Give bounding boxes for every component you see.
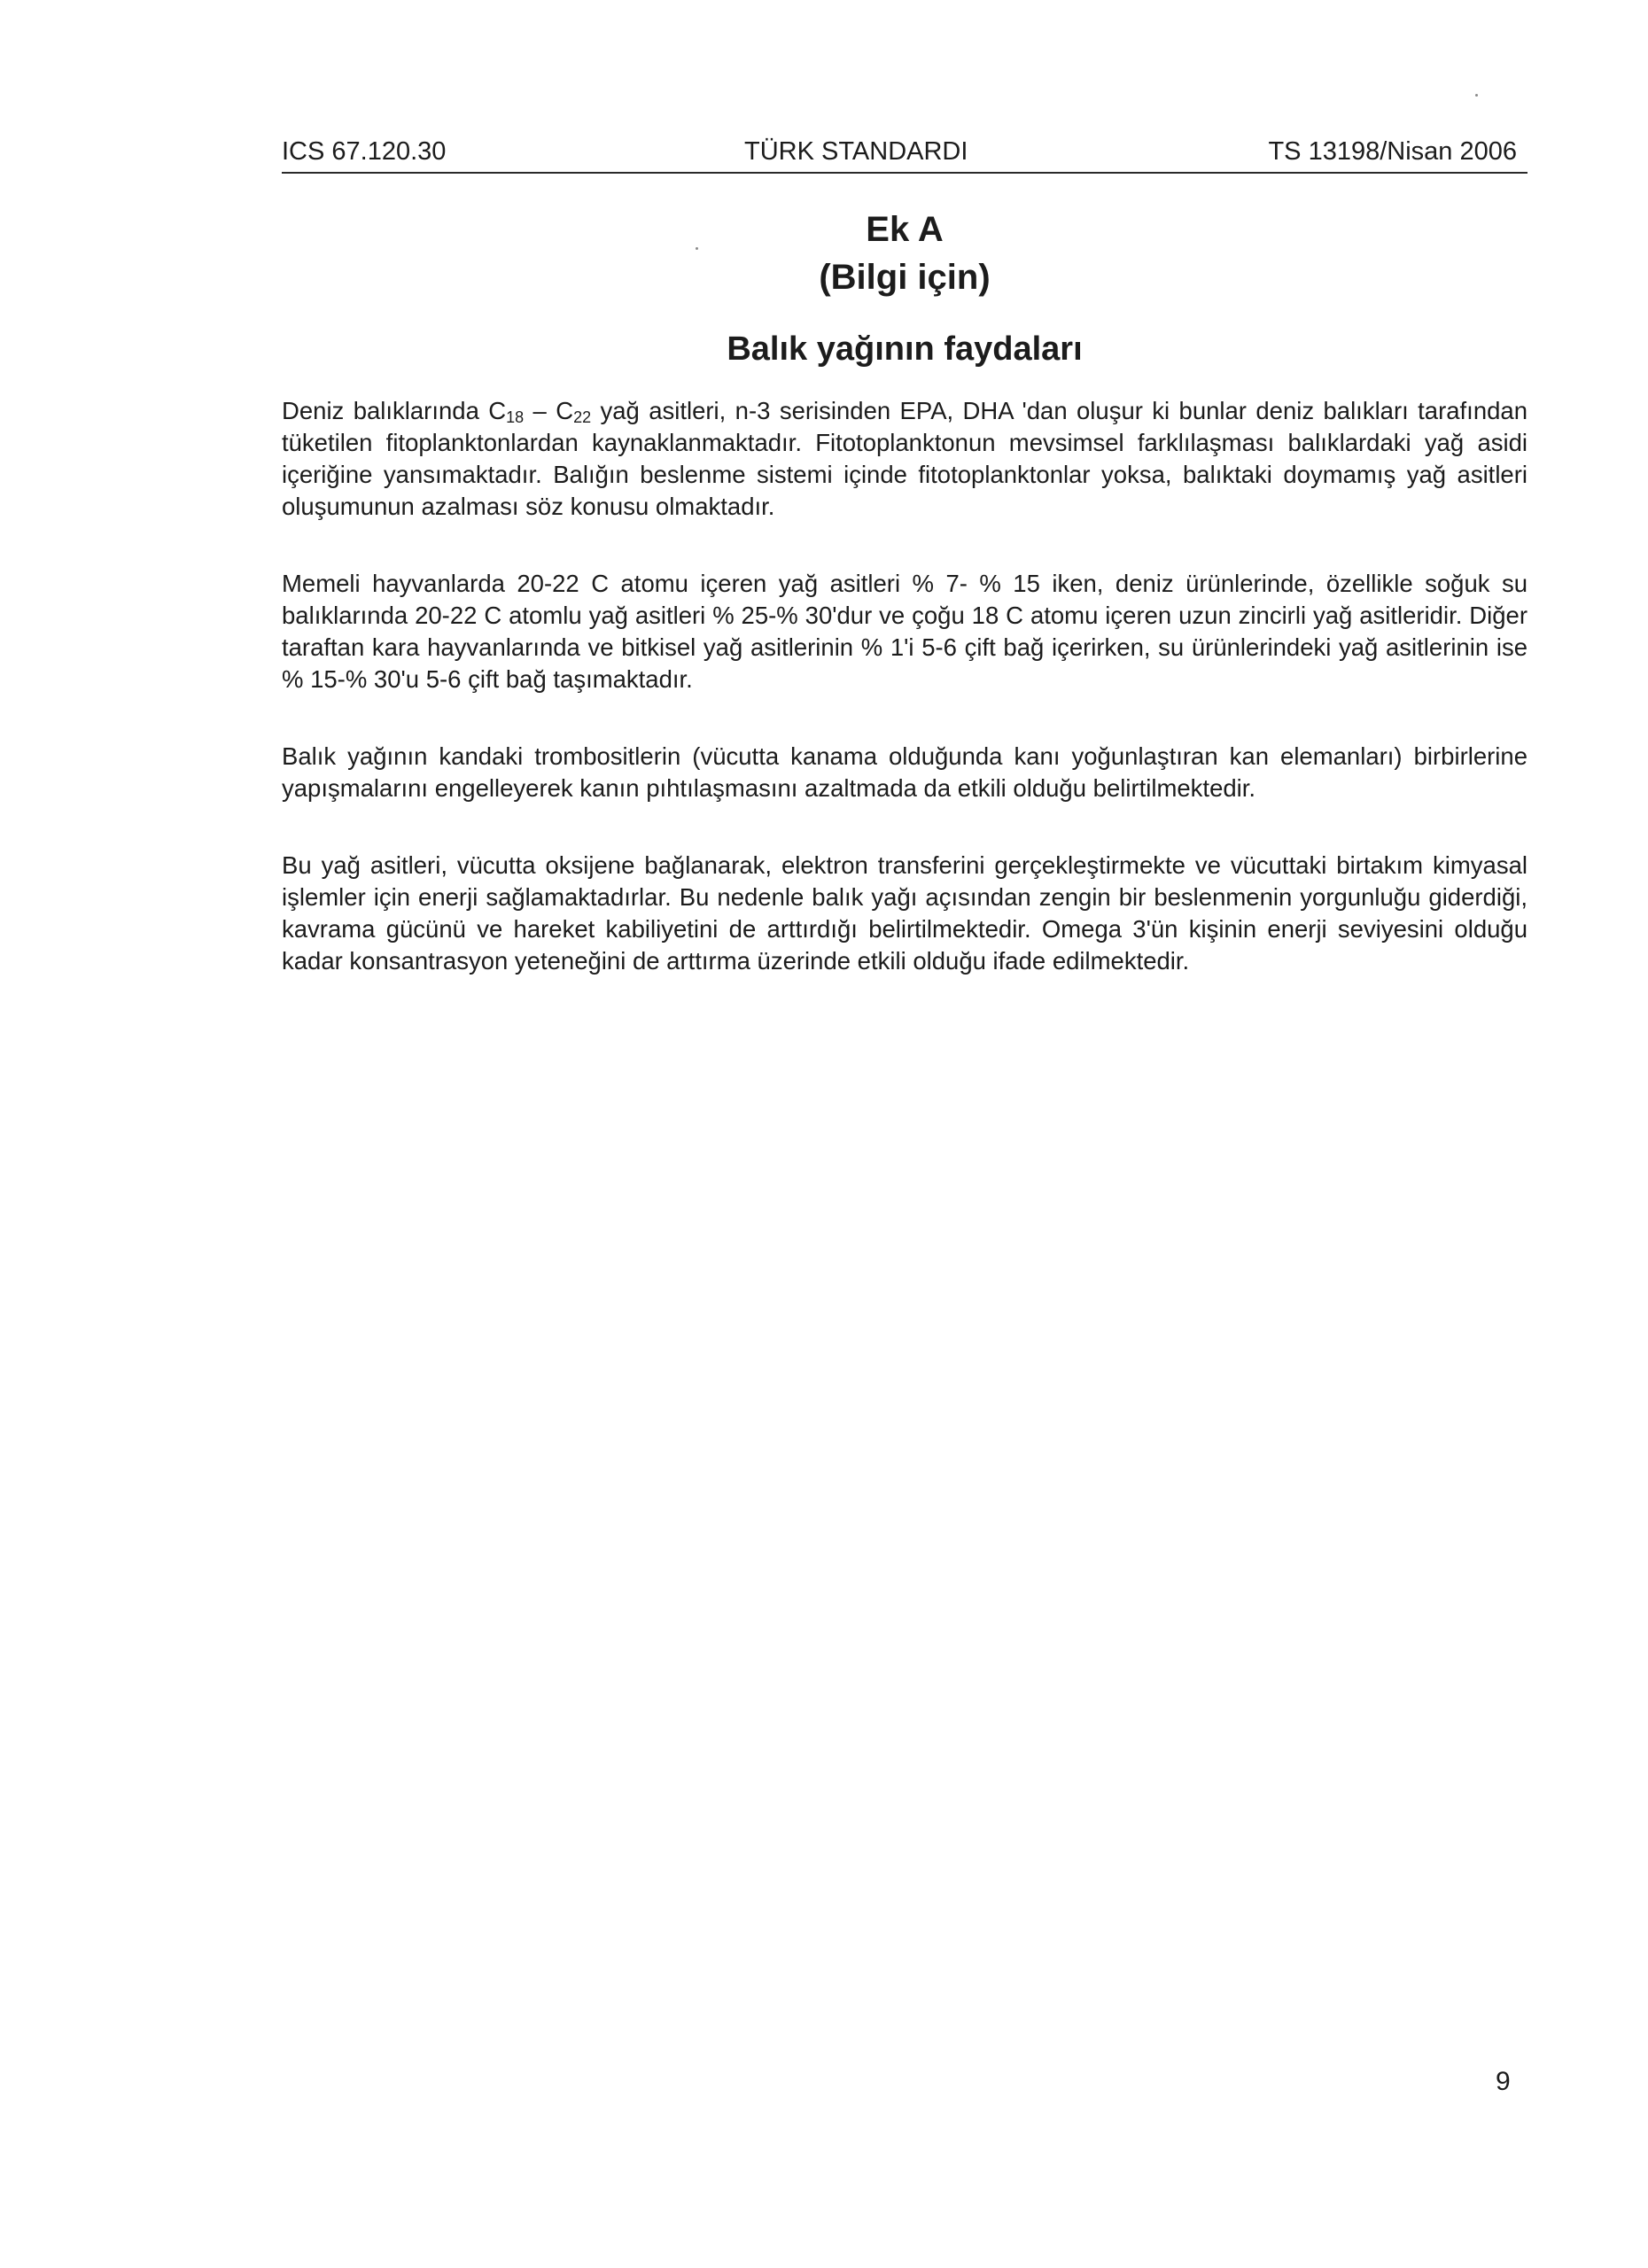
- page-header: [282, 135, 1528, 174]
- paragraph-2: Memeli hayvanlarda 20-22 C atomu içeren yağ asitleri % 7- % 15 iken, deniz ürünlerinde, özellikle soğuk su balıklarında 20-22 C atomlu yağ asitleri % 25-% 30'dur ve çoğu 18 C atomu içeren uzun zincirli yağ asitleridir. Diğer taraftan kara hayvanlarında ve bitkisel yağ asitlerinin % 1'i 5-6 çift bağ içerirken, su ürünlerindeki yağ asitlerinin ise % 15-% 30'u 5-6 çift bağ taşımaktadır.: [282, 570, 1528, 693]
- paragraph-1-start: Deniz balıklarında C: [282, 397, 507, 424]
- standard-number-date: TS 13198/Nisan 2006: [1268, 137, 1517, 166]
- paragraph-1-rest: yağ asitleri, n-3 serisinden EPA, DHA 'dan oluşur ki bunlar deniz balıkları tarafından tüketilen fitoplanktonlardan kaynaklanmaktadır. Fitotoplanktonun mevsimsel farklılaşması balıklardaki yağ asidi içeriğine yansımaktadır. Balığın beslenme sistemi içinde fitotoplanktonlar yoksa, balıktaki doymamış yağ asitleri oluşumunun azalması söz konusu olmaktadır.: [282, 397, 1528, 520]
- annex-title: Ek A: [866, 210, 944, 249]
- paragraph-1: [282, 395, 1528, 523]
- paragraph-1-dash: – C: [524, 397, 574, 424]
- standard-name: TÜRK STANDARDI: [744, 137, 968, 166]
- subscript-18: 18: [506, 408, 525, 426]
- subscript-22: 22: [573, 408, 592, 426]
- ics-code: ICS 67.120.30: [282, 137, 447, 166]
- paragraph-4: Bu yağ asitleri, vücutta oksijene bağlanarak, elektron transferini gerçekleştirmekte ve vücuttaki birtakım kimyasal işlemler için enerji sağlamaktadırlar. Bu nedenle balık yağı açısından zengin bir beslenmenin yorgunluğu giderdiği, kavrama gücünü ve hareket kabiliyetini de arttırdığı belirtilmektedir. Omega 3'ün kişinin enerji seviyesini olduğu kadar konsantrasyon yeteneğini de arttırma üzerinde etkili olduğu ifade edilmektedir.: [282, 851, 1528, 975]
- page-number: 9: [1496, 2067, 1511, 2096]
- section-title: Balık yağının faydaları: [727, 330, 1083, 368]
- annex-subtitle: (Bilgi için): [819, 258, 991, 297]
- paragraph-3: Balık yağının kandaki trombositlerin (vücutta kanama olduğunda kanı yoğunlaştıran kan elemanları) birbirlerine yapışmalarını engelleyerek kanın pıhtılaşmasını azaltmada da etkili olduğu belirtilmektedir.: [282, 742, 1528, 802]
- body-text: [282, 395, 1528, 1022]
- annex-heading: [282, 206, 1528, 301]
- scan-speck: [1475, 94, 1478, 97]
